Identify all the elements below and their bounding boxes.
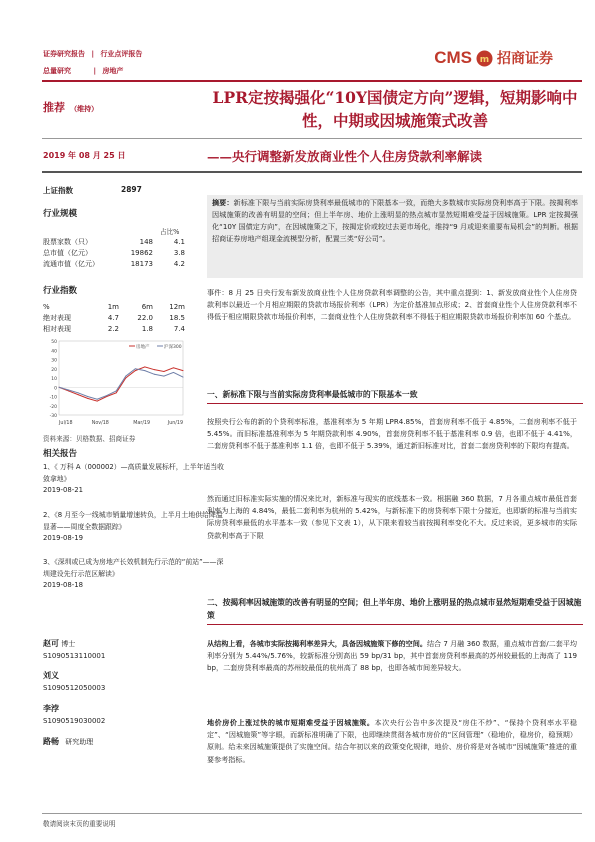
y-tick-label: 0 [54, 386, 57, 392]
author-name: 路畅 [43, 737, 59, 746]
y-tick-label: 10 [51, 377, 57, 382]
index-col-header: 6m [141, 302, 153, 311]
related-report-item [43, 510, 225, 545]
header-line2: 总量研究 | 房地产 [43, 67, 124, 75]
data-point [154, 374, 155, 375]
author-title: 研究助理 [65, 738, 94, 746]
related-report-title: 1、《 万科 A（000002）—高质量发展标杆，上半年适当收敛拿地》 [43, 463, 225, 483]
chart-plot-area [59, 341, 183, 415]
author-name: 刘义 [43, 671, 59, 680]
table-row [43, 323, 185, 334]
company-logo [434, 48, 553, 68]
abstract-text: 新标准下限与当前实际房贷利率最低城市的下限基本一致，而绝大多数城市实际房贷利率高于下限。按揭利率因城施策的改善有明显的空间；但上半年房、地价上涨明显的热点城市显然短期难受益于因城施策。LPR 定按揭强化“10Y 国债定方向”，在因城施策之下，按揭定价或较过去更市场化，维持“9 月或迎来重要布局机会”的判断。根据招商证券房地产组现金流模型分析，配置三类“好公司”。 [212, 198, 579, 244]
index-row-name: 相对表现 [43, 324, 71, 333]
data-point [116, 392, 117, 393]
related-report-date: 2019-08-21 [43, 486, 84, 494]
index-label: 上证指数 [43, 186, 73, 195]
data-point [87, 396, 88, 397]
header-industry: 房地产 [102, 67, 124, 75]
table-row [43, 258, 185, 269]
table-header-row [43, 301, 185, 312]
data-point [68, 390, 69, 391]
index-value: 2897 [121, 185, 142, 194]
related-report-title: 3、《深圳或已成为房地产长效机制先行示范的“前站”——深圳建设先行示范区解读》 [43, 558, 224, 578]
author-block [43, 703, 105, 725]
y-tick-label: 40 [51, 349, 57, 355]
index-col-header: 1m [107, 302, 119, 311]
y-tick-label: -30 [49, 414, 57, 419]
report-subtitle: ——央行调整新发放商业性个人住房贷款利率解读 [207, 149, 483, 164]
header-rule [42, 80, 582, 82]
data-point [97, 401, 98, 402]
scale-row-value: 148 [139, 237, 153, 246]
author-id: S1090512050003 [43, 684, 106, 692]
report-date: 2019 年 08 月 25 日 [43, 151, 126, 160]
scale-row-value: 18173 [130, 259, 153, 268]
index-col-header: % [43, 302, 50, 311]
footer-rule [42, 813, 582, 814]
header-report-type: 证券研究报告 [43, 50, 85, 58]
author-block [43, 736, 93, 747]
y-tick-label: -20 [49, 404, 57, 410]
logo-cms-text: CMS [434, 48, 472, 67]
index-row-12m: 7.4 [173, 324, 185, 333]
index-col-header: 12m [169, 302, 185, 311]
abstract-lead: 摘要： [212, 198, 234, 207]
data-point [135, 370, 136, 371]
related-report-date: 2019-08-19 [43, 534, 84, 542]
data-point [144, 366, 145, 367]
section2-p2-text: 本次央行公告中多次提及“房住不炒”、“保持个贷利率水平稳定”、“因城施策”等字眼，而新标准明确了下限，也即继续贯彻各城市房价的“区间管理”（稳地价，稳房价，稳预期）原则。给未来因城施策提供了实施空间。结合年初以来的政策变化规律，地价、房价将是对各城市“因城施策”推进的重要参考指标。 [207, 718, 577, 764]
report-title: LPR定按揭强化“10Y国债定方向”逻辑，短期影响中性，中期或因城施策式改善 [212, 88, 578, 130]
section1-heading: 一、新标准下限与当前实际房贷利率最低城市的下限基本一致 [207, 390, 418, 399]
scale-row-value: 19862 [130, 248, 153, 257]
industry-scale-ratio-header: 占比% [160, 228, 180, 236]
data-point [125, 376, 126, 377]
logo-company-name: 招商证券 [497, 51, 553, 67]
author-name: 李浡 [43, 704, 59, 713]
data-point [125, 378, 126, 379]
scale-row-name: 流通市值（亿元） [43, 259, 99, 268]
event-paragraph: 事件：8 月 25 日央行发布新发放商业性个人住房贷款利率调整的公告，其中重点提到：1、新发放商业性个人住房贷款利率以最近一个月相应期限的贷款市场报价利率（LPR）为定价基准加点形成；2、首套商业性个人住房贷款利率不得低于相应期限贷款市场报价利率，二套商业性个人住房贷款利率不得低于相应期限贷款市场报价利率加 60 个基点。 [207, 288, 577, 322]
y-tick-label: 50 [51, 340, 57, 345]
data-point [87, 398, 88, 399]
data-point [163, 376, 164, 377]
industry-index-table [43, 301, 185, 334]
header-research-type: 总量研究 [43, 67, 71, 75]
section2-paragraph-1 [207, 638, 577, 675]
data-point [154, 369, 155, 370]
scale-row-name: 股票家数（只） [43, 237, 92, 246]
data-point [59, 387, 60, 388]
subtitle-rule [42, 171, 582, 173]
index-row-12m: 18.5 [169, 313, 185, 322]
scale-row-pct: 3.8 [173, 248, 185, 257]
data-point [106, 395, 107, 396]
data-point [78, 394, 79, 395]
chart-source: 资料来源：贝格数据、招商证券 [43, 435, 136, 443]
related-report-item [43, 462, 225, 497]
section1-rule [207, 403, 583, 404]
scale-row-name: 总市值（亿元） [43, 248, 92, 257]
author-block [43, 638, 105, 660]
x-tick-label: Jun/19 [167, 421, 183, 426]
section1-paragraph-1: 按照央行公布的新的个贷利率标准，基准利率为 5 年期 LPR4.85%，首套房利率不低于 4.85%，二套房利率不低于 5.45%。而旧标准基准利率为 5 年期贷款利率 4.90%，首套房贷利率不低于基准利率 0.9 倍，也即不低于 4.41%，二套房贷利率不低于基准利率 1.1 倍，也即不低于 5.39%，通过新旧标准对比，首套二套房贷利率的下限均有提高。 [207, 417, 577, 451]
scale-row-pct: 4.2 [173, 259, 185, 268]
index-row-1m: 4.7 [107, 313, 119, 322]
section1-paragraph-2: 然而通过旧标准实际实施的情况来比对，新标准与现实的底线基本一致。根据融 360 数据，7 月各重点城市最低首套利率为上海的 4.84%，最低二套利率为杭州的 5.42%，与新标准下的房贷利率下限十分接近，也即新的标准与当前实际房贷利率最低的水平基本一致（参见下文表 1），从下限来看较当前按揭利率变化不大。反过来说，更多城市的实际贷款利率高于下限 [207, 494, 577, 540]
header-line1: 证券研究报告 | 行业点评报告 [43, 50, 143, 58]
section2-paragraph-2 [207, 717, 577, 766]
rating [43, 96, 98, 115]
data-point [97, 399, 98, 400]
data-point [163, 371, 164, 372]
table-row [43, 312, 185, 323]
section2-p1-bold: 从结构上看，各城市实际按揭利率差异大，具备因城施策下修的空间。 [207, 639, 427, 648]
x-tick-label: Jul/18 [59, 421, 73, 426]
table-row [43, 236, 185, 247]
data-point [78, 392, 79, 393]
legend-label: 房地产 [136, 345, 150, 350]
data-point [135, 368, 136, 369]
author-block [43, 670, 105, 692]
author-title: 博士 [61, 640, 76, 648]
related-report-date: 2019-08-18 [43, 581, 84, 589]
industry-scale-heading: 行业规模 [43, 209, 78, 219]
index-row-name: 绝对表现 [43, 313, 71, 322]
data-point [173, 372, 174, 373]
data-point [116, 390, 117, 391]
section2-p2-bold: 地价房价上涨过快的城市短期难受益于因城施策。 [207, 718, 375, 727]
industry-scale-table [43, 236, 185, 269]
legend-label: 沪深300 [164, 345, 182, 350]
y-tick-label: 20 [51, 367, 57, 373]
author-name: 赵可 [43, 639, 59, 648]
header-report-category: 行业点评报告 [100, 50, 143, 58]
industry-index-heading: 行业指数 [43, 286, 78, 296]
logo-emblem-icon [476, 50, 493, 67]
data-point [144, 370, 145, 371]
data-point [183, 377, 184, 378]
related-reports-heading: 相关报告 [43, 449, 78, 459]
related-report-item [43, 557, 225, 592]
abstract-box [207, 195, 583, 278]
rating-sub: （维持） [70, 105, 99, 113]
performance-chart [43, 337, 187, 427]
data-point [183, 370, 184, 371]
x-tick-label: Mar/19 [133, 421, 151, 426]
x-tick-label: Nov/18 [91, 421, 109, 426]
data-point [173, 367, 174, 368]
rating-label: 推荐 [43, 101, 65, 114]
y-tick-label: 30 [51, 358, 57, 364]
index-row-6m: 1.8 [141, 324, 153, 333]
svg-text:m: m [479, 54, 490, 65]
related-report-title: 2、《8 月至今一线城市销量增速转负，上半月土地供给降温显著——周度全数据跟踪》 [43, 511, 223, 531]
author-id: S1090513110001 [43, 652, 106, 660]
section2-rule [207, 624, 583, 625]
y-tick-label: -10 [49, 395, 57, 401]
index-row-1m: 2.2 [107, 324, 119, 333]
scale-row-pct: 4.1 [173, 237, 185, 246]
table-row [43, 247, 185, 258]
section2-heading: 二、按揭利率因城施策的改善有明显的空间；但上半年房、地价上涨明显的热点城市显然短期难受益于因城施策 [207, 598, 582, 620]
footer-disclaimer: 敬请阅读末页的重要说明 [43, 820, 116, 828]
section2-p1-text: 结合 7 月融 360 数据，重点城市首套/二套平均利率分别为 5.44%/5.76%，较新标准分别高出 59 bp/31 bp，其中首套房贷利率最高的苏州较最低的上海高了 119 bp，二套房贷利率最高的苏州较最低的杭州高了 88 bp，也即各城市间差异较大。 [207, 639, 578, 673]
author-id: S1090519030002 [43, 717, 106, 725]
index-row-6m: 22.0 [137, 313, 153, 322]
title-rule [42, 138, 582, 139]
